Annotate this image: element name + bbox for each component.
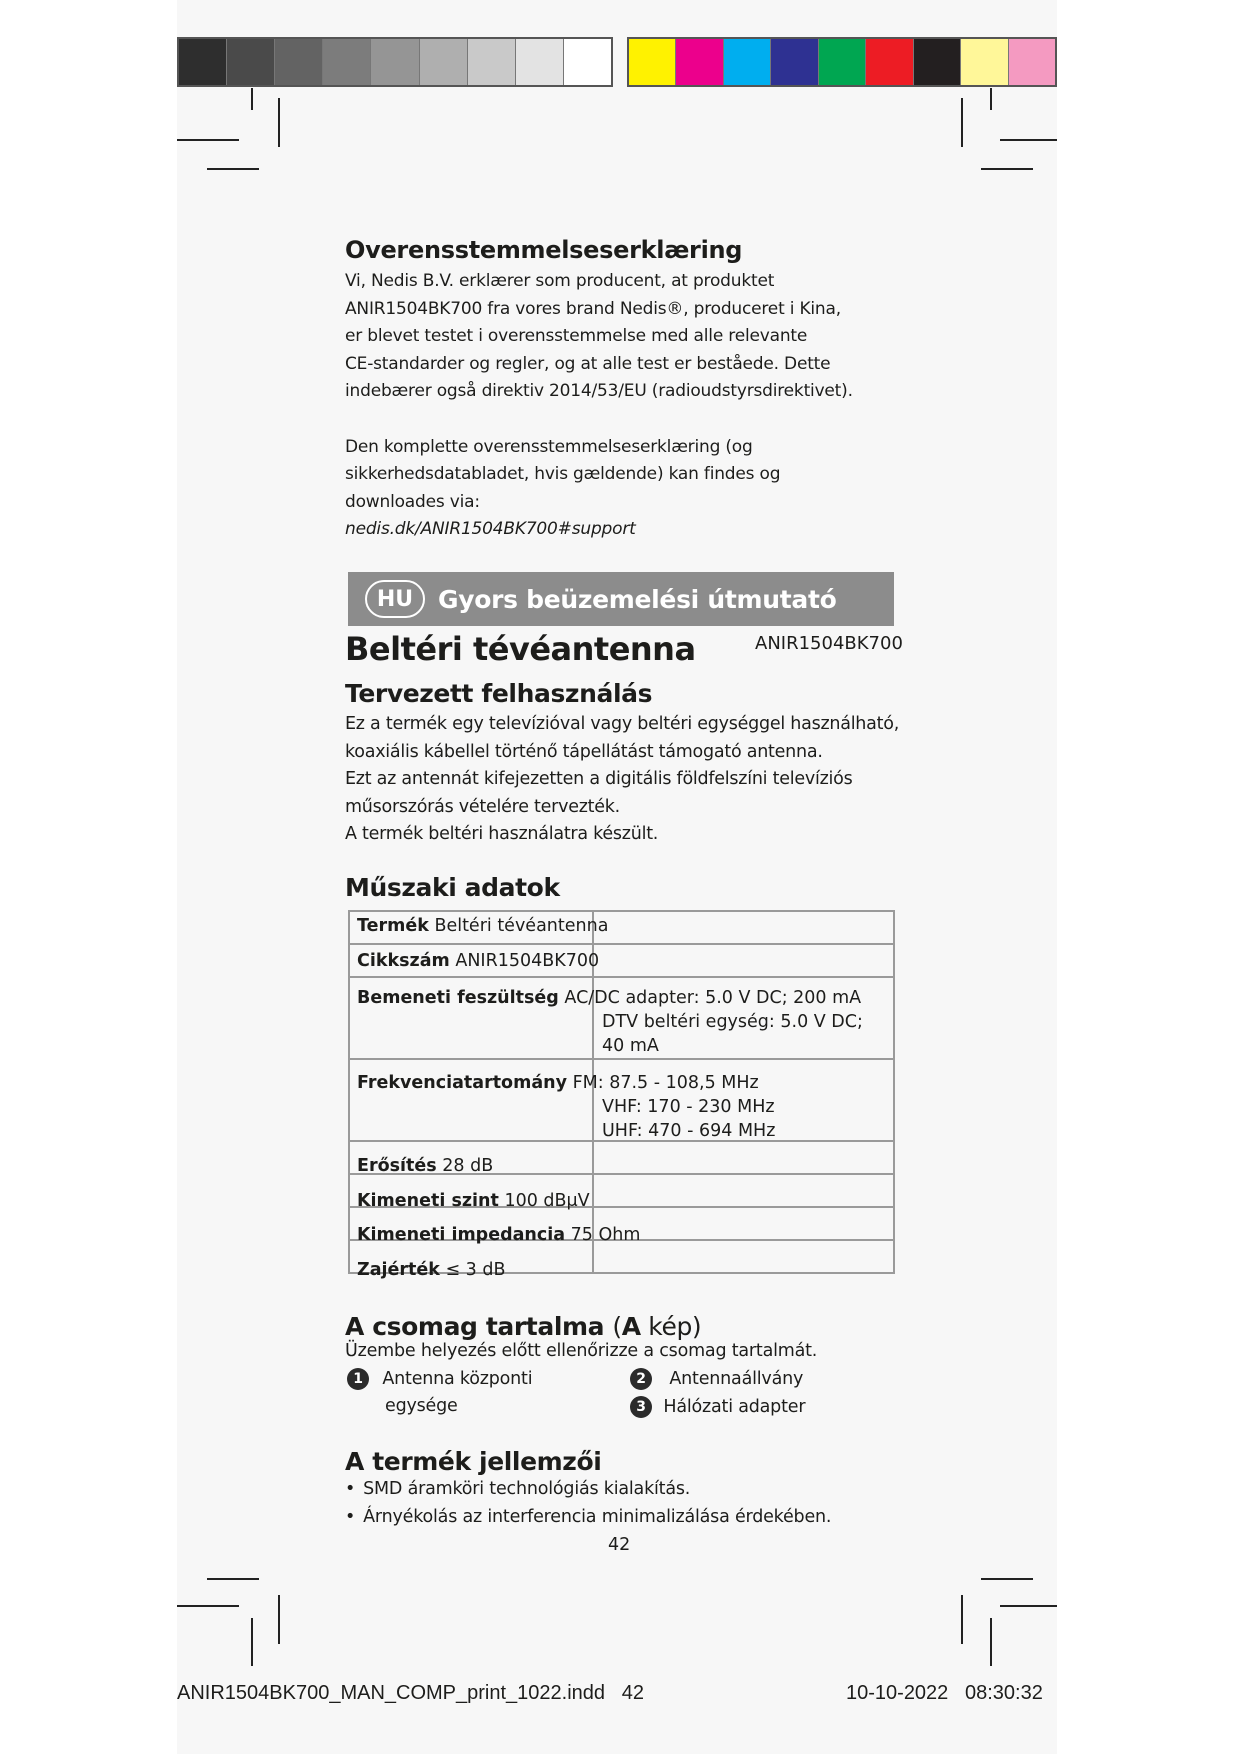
crop-mark [251,88,253,110]
item-number: 3 [630,1396,652,1418]
features-heading: A termék jellemzői [345,1447,602,1476]
language-banner [348,572,894,626]
download-text: Den komplette overensstemmelseserklæring (og sikkerhedsdatabladet, hvis gældende) kan findes og downloades via: [345,436,781,512]
color-swatch [771,39,818,85]
spec-label: Termék [357,916,429,936]
guide-title: Gyors beüzemelési útmutató [438,584,837,614]
spec-value-line: UHF: 470 - 694 MHz [602,1121,776,1141]
spec-value: 28 dB [442,1156,494,1176]
spec-row [357,986,861,1010]
crop-mark [981,1578,1033,1580]
color-swatch [819,39,866,85]
spec-value: ANIR1504BK700 [455,951,600,971]
usage-line: Ez a termék egy televízióval vagy beltéri egységgel használható, [345,714,900,734]
color-swatch [676,39,723,85]
spec-value: Beltéri tévéantenna [434,916,609,936]
crop-mark [1000,1605,1057,1607]
spec-row [357,1071,759,1095]
support-url[interactable]: nedis.dk/ANIR1504BK700#support [345,519,636,539]
spec-label: Kimeneti impedancia [357,1225,566,1245]
spec-row [357,951,599,971]
spec-value-line: DTV beltéri egység: 5.0 V DC; [602,1012,863,1032]
spec-label: Kimeneti szint [357,1191,499,1211]
crop-mark [1000,139,1057,141]
package-item [630,1368,803,1390]
package-heading-text: A csomag tartalma [345,1312,605,1341]
language-badge: HU [365,580,425,618]
spec-label: Bemeneti feszültség [357,988,559,1008]
specs-heading: Műszaki adatok [345,873,560,902]
spec-value: 100 dBμV [504,1191,590,1211]
spec-label: Zajérték [357,1260,440,1280]
color-swatch [629,39,676,85]
package-heading-kep: kép) [640,1312,702,1341]
color-swatch [564,39,611,85]
spec-row [357,916,608,936]
color-swatch [724,39,771,85]
spec-label: Erősítés [357,1156,437,1176]
item-label-cont: egysége [385,1396,458,1416]
color-swatch [516,39,564,85]
item-label: Antenna központi [382,1369,533,1389]
package-heading-paren: ( [612,1312,622,1341]
intended-use-heading: Tervezett felhasználás [345,679,653,708]
feature-item: • Árnyékolás az interferencia minimalizálása érdekében. [345,1504,831,1532]
spec-value-line: 40 mA [602,1036,659,1056]
grayscale-colorbar [177,37,613,87]
usage-line: műsorszórás vételére tervezték. [345,796,620,817]
package-heading [345,1312,701,1341]
declaration-text: Vi, Nedis B.V. erklærer som producent, at produktet ANIR1504BK700 fra vores brand Nedis®, produceret i Kina, er blevet testet i overensstemmelse med alle relevante CE-standarder og regler, og at alle test er beståede. Dette indebærer også direktiv 2014/53/EU (radioudstyrsdirektivet). [345,271,853,401]
item-number: 2 [630,1368,652,1390]
product-title: Beltéri tévéantenna [345,630,696,668]
color-swatch [179,39,227,85]
usage-line: A termék beltéri használatra készült. [345,824,659,844]
crop-mark [207,1578,259,1580]
usage-line: Ezt az antennát kifejezetten a digitális földfelszíni televíziós [345,769,853,789]
crop-mark [207,168,259,170]
crop-mark [278,1595,280,1644]
color-swatch [371,39,419,85]
intended-use-text [345,711,905,849]
spec-label: Frekvenciatartomány [357,1073,567,1093]
spec-value: AC/DC adapter: 5.0 V DC; 200 mA [564,988,862,1008]
package-intro: Üzembe helyezés előtt ellenőrizze a csomag tartalmát. [345,1341,818,1361]
package-item [347,1368,532,1390]
item-label: Hálózati adapter [663,1397,806,1417]
item-number: 1 [347,1368,369,1390]
spec-value: FM: 87.5 - 108,5 MHz [572,1073,759,1093]
package-item [630,1396,805,1418]
spec-row [357,1225,640,1245]
page-number: 42 [608,1535,631,1555]
spec-value: ≤ 3 dB [445,1260,506,1280]
color-colorbar [627,37,1057,87]
slug-datetime: 10-10-2022 08:30:32 [846,1682,1043,1704]
spec-row [357,1156,493,1176]
usage-line: koaxiális kábellel történő tápellátást támogató antenna. [345,741,823,762]
danish-declaration [345,236,895,543]
color-swatch [323,39,371,85]
color-swatch [961,39,1008,85]
crop-mark [251,1618,253,1666]
package-heading-figure: A [621,1312,641,1341]
crop-mark [961,1595,963,1644]
color-swatch [1009,39,1055,85]
color-swatch [468,39,516,85]
feature-item: • SMD áramköri technológiás kialakítás. [345,1476,831,1504]
item-label: Antennaállvány [669,1369,804,1389]
color-swatch [866,39,913,85]
color-swatch [227,39,275,85]
spec-value-line: VHF: 170 - 230 MHz [602,1097,775,1117]
crop-mark [990,1618,992,1666]
product-code: ANIR1504BK700 [755,633,903,654]
slug-filename: ANIR1504BK700_MAN_COMP_print_1022.indd 42 [177,1682,644,1704]
features-list [345,1476,831,1531]
color-swatch [275,39,323,85]
crop-mark [961,98,963,147]
crop-mark [981,168,1033,170]
spec-label: Cikkszám [357,951,450,971]
crop-mark [177,1605,239,1607]
color-swatch [914,39,961,85]
spec-value: 75 Ohm [570,1225,641,1245]
crop-mark [990,88,992,110]
spec-row [357,1191,590,1211]
color-swatch [420,39,468,85]
declaration-heading: Overensstemmelseserklæring [345,236,743,264]
crop-mark [177,139,239,141]
spec-row [357,1260,506,1280]
crop-mark [278,98,280,147]
